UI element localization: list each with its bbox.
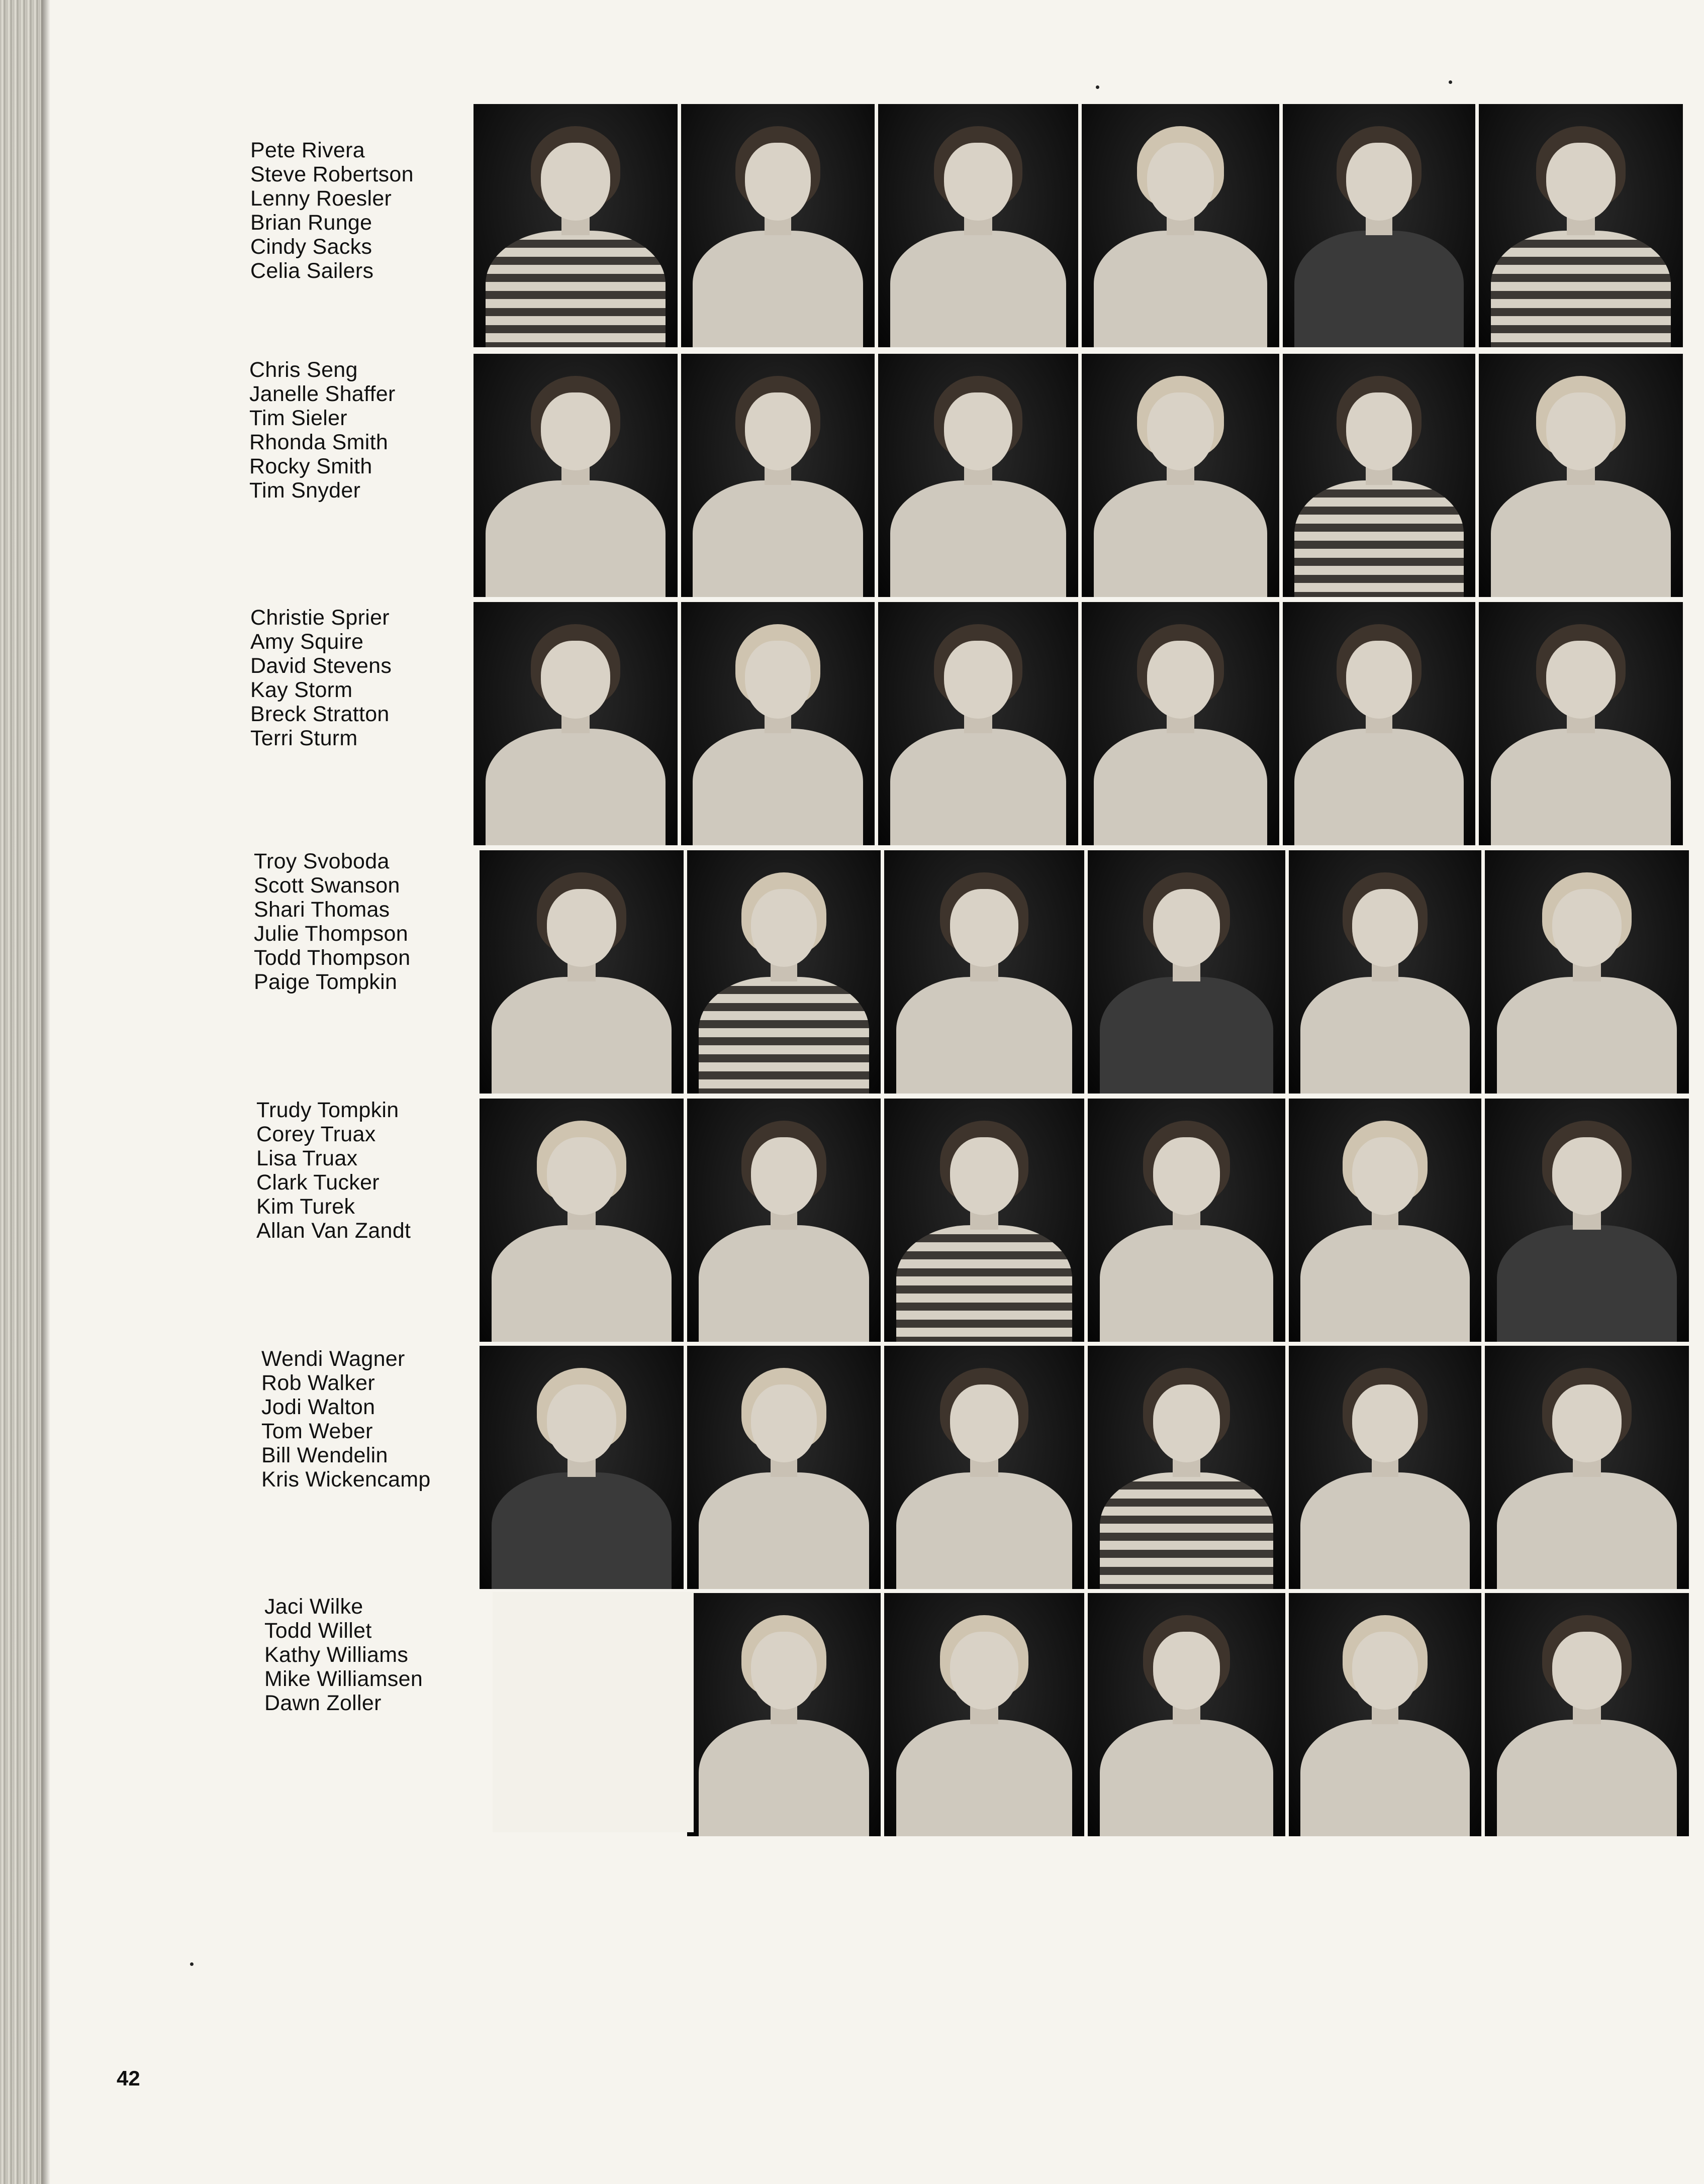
portrait-body bbox=[699, 1720, 869, 1837]
portrait-body bbox=[693, 729, 863, 846]
student-portrait bbox=[686, 1592, 882, 1837]
portrait-face bbox=[745, 392, 811, 470]
portrait-body bbox=[1094, 729, 1268, 846]
student-portrait bbox=[479, 1098, 685, 1343]
student-name: Bill Wendelin bbox=[261, 1443, 388, 1467]
portrait-face bbox=[547, 1384, 616, 1462]
portrait-face bbox=[745, 641, 811, 719]
student-portrait bbox=[686, 849, 882, 1095]
student-portrait bbox=[883, 1345, 1085, 1590]
portrait-face bbox=[745, 143, 811, 221]
portrait-face bbox=[1153, 1632, 1220, 1710]
portrait-body bbox=[1300, 1472, 1470, 1590]
student-name: Lenny Roesler bbox=[250, 186, 392, 211]
student-name: Paige Tompkin bbox=[254, 970, 398, 994]
student-name: Janelle Shaffer bbox=[249, 382, 396, 406]
portrait-body bbox=[1100, 1472, 1274, 1590]
student-name: Corey Truax bbox=[256, 1122, 376, 1146]
name-group bbox=[250, 138, 414, 283]
portrait-body bbox=[896, 977, 1072, 1095]
student-name: David Stevens bbox=[250, 654, 392, 678]
portrait-face bbox=[1552, 1632, 1622, 1710]
student-name: Mike Williamsen bbox=[264, 1667, 423, 1691]
student-name: Celia Sailers bbox=[250, 259, 374, 283]
student-portrait bbox=[877, 601, 1079, 846]
portrait-body bbox=[1497, 1720, 1676, 1837]
portrait-face bbox=[944, 641, 1012, 719]
empty-photo-cell bbox=[493, 1592, 694, 1832]
portrait-face bbox=[541, 143, 610, 221]
student-portrait bbox=[472, 103, 679, 348]
student-portrait bbox=[1282, 601, 1476, 846]
student-name: Shari Thomas bbox=[254, 898, 390, 922]
student-portrait bbox=[883, 1098, 1085, 1343]
portrait-body bbox=[699, 1472, 869, 1590]
portrait-body bbox=[1497, 1225, 1676, 1343]
student-name: Todd Willet bbox=[264, 1619, 372, 1643]
portrait-body bbox=[693, 480, 863, 598]
student-portrait bbox=[1087, 1592, 1286, 1837]
portrait-face bbox=[1546, 143, 1616, 221]
student-name: Amy Squire bbox=[250, 630, 364, 654]
portrait-face bbox=[541, 641, 610, 719]
student-portrait bbox=[680, 601, 876, 846]
portrait-body bbox=[1300, 1720, 1470, 1837]
portrait-body bbox=[492, 977, 671, 1095]
portrait-face bbox=[1352, 1384, 1417, 1462]
portrait-body bbox=[699, 977, 869, 1095]
portrait-face bbox=[1352, 1137, 1417, 1215]
page-number: 42 bbox=[117, 2066, 140, 2090]
portrait-face bbox=[950, 889, 1018, 967]
portrait-face bbox=[1147, 392, 1214, 470]
portrait-face bbox=[751, 1137, 817, 1215]
student-portrait bbox=[1478, 601, 1684, 846]
portrait-body bbox=[1094, 480, 1268, 598]
student-portrait bbox=[1081, 601, 1280, 846]
portrait-body bbox=[1100, 1720, 1274, 1837]
student-name: Pete Rivera bbox=[250, 138, 365, 162]
portrait-face bbox=[1552, 1137, 1622, 1215]
portrait-body bbox=[890, 480, 1066, 598]
portrait-face bbox=[1153, 1137, 1220, 1215]
student-name: Dawn Zoller bbox=[264, 1691, 382, 1715]
portrait-face bbox=[1552, 889, 1622, 967]
portrait-face bbox=[1346, 641, 1411, 719]
student-portrait bbox=[479, 849, 685, 1095]
student-portrait bbox=[1288, 849, 1482, 1095]
portrait-body bbox=[1094, 231, 1268, 348]
student-portrait bbox=[1087, 849, 1286, 1095]
student-name: Breck Stratton bbox=[250, 702, 390, 726]
name-group bbox=[254, 849, 410, 994]
student-portrait bbox=[1282, 353, 1476, 598]
portrait-face bbox=[1546, 641, 1616, 719]
student-name: Todd Thompson bbox=[254, 946, 411, 970]
student-portrait bbox=[1484, 1592, 1690, 1837]
portrait-face bbox=[950, 1384, 1018, 1462]
portrait-face bbox=[1147, 641, 1214, 719]
student-name: Jodi Walton bbox=[261, 1395, 375, 1419]
portrait-body bbox=[896, 1472, 1072, 1590]
student-portrait bbox=[1478, 103, 1684, 348]
portrait-face bbox=[944, 143, 1012, 221]
student-portrait bbox=[1282, 103, 1476, 348]
book-page-edges bbox=[0, 0, 50, 2184]
student-portrait bbox=[1484, 1098, 1690, 1343]
portrait-body bbox=[1100, 977, 1274, 1095]
portrait-body bbox=[896, 1225, 1072, 1343]
portrait-face bbox=[547, 889, 616, 967]
student-portrait bbox=[883, 849, 1085, 1095]
name-group bbox=[256, 1098, 411, 1243]
student-name: Kim Turek bbox=[256, 1195, 355, 1219]
portrait-body bbox=[890, 231, 1066, 348]
student-portrait bbox=[877, 103, 1079, 348]
student-portrait bbox=[1087, 1345, 1286, 1590]
portrait-face bbox=[950, 1632, 1018, 1710]
portrait-body bbox=[1300, 1225, 1470, 1343]
portrait-body bbox=[486, 729, 665, 846]
name-group bbox=[250, 606, 392, 750]
student-name: Brian Runge bbox=[250, 211, 372, 235]
student-portrait bbox=[472, 601, 679, 846]
student-name: Julie Thompson bbox=[254, 922, 408, 946]
portrait-face bbox=[541, 392, 610, 470]
student-portrait bbox=[686, 1345, 882, 1590]
portrait-body bbox=[896, 1720, 1072, 1837]
portrait-face bbox=[950, 1137, 1018, 1215]
portrait-body bbox=[1497, 977, 1676, 1095]
portrait-body bbox=[1300, 977, 1470, 1095]
student-name: Jaci Wilke bbox=[264, 1595, 363, 1619]
portrait-body bbox=[486, 231, 665, 348]
portrait-body bbox=[693, 231, 863, 348]
student-name: Scott Swanson bbox=[254, 873, 400, 898]
student-portrait bbox=[1081, 353, 1280, 598]
student-name: Chris Seng bbox=[249, 358, 358, 382]
student-name: Trudy Tompkin bbox=[256, 1098, 399, 1122]
student-name: Terri Sturm bbox=[250, 726, 358, 750]
student-portrait bbox=[1288, 1098, 1482, 1343]
portrait-face bbox=[751, 1384, 817, 1462]
student-name: Rocky Smith bbox=[249, 454, 372, 478]
portrait-face bbox=[1346, 392, 1411, 470]
portrait-face bbox=[1352, 1632, 1417, 1710]
portrait-face bbox=[944, 392, 1012, 470]
print-speck bbox=[1449, 80, 1452, 84]
portrait-face bbox=[1153, 889, 1220, 967]
student-name: Christie Sprier bbox=[250, 606, 390, 630]
student-name: Lisa Truax bbox=[256, 1146, 358, 1170]
student-name: Troy Svoboda bbox=[254, 849, 390, 873]
portrait-body bbox=[1294, 480, 1464, 598]
student-name: Kathy Williams bbox=[264, 1643, 409, 1667]
portrait-face bbox=[1147, 143, 1214, 221]
student-name: Tom Weber bbox=[261, 1419, 373, 1443]
portrait-body bbox=[1491, 231, 1670, 348]
portrait-body bbox=[699, 1225, 869, 1343]
portrait-body bbox=[492, 1225, 671, 1343]
portrait-face bbox=[1552, 1384, 1622, 1462]
student-portrait bbox=[686, 1098, 882, 1343]
student-name: Wendi Wagner bbox=[261, 1347, 405, 1371]
student-name: Rob Walker bbox=[261, 1371, 375, 1395]
student-portrait bbox=[1081, 103, 1280, 348]
portrait-body bbox=[1491, 480, 1670, 598]
student-name: Tim Snyder bbox=[249, 478, 361, 503]
print-speck bbox=[1096, 85, 1099, 89]
portrait-face bbox=[547, 1137, 616, 1215]
student-name: Kay Storm bbox=[250, 678, 353, 702]
portrait-face bbox=[1546, 392, 1616, 470]
portrait-body bbox=[1491, 729, 1670, 846]
portrait-body bbox=[890, 729, 1066, 846]
portrait-face bbox=[1153, 1384, 1220, 1462]
name-group bbox=[249, 358, 396, 503]
portrait-body bbox=[486, 480, 665, 598]
student-portrait bbox=[1288, 1345, 1482, 1590]
student-name: Tim Sieler bbox=[249, 406, 347, 430]
student-name: Kris Wickencamp bbox=[261, 1467, 431, 1492]
name-group bbox=[261, 1347, 431, 1492]
student-portrait bbox=[877, 353, 1079, 598]
student-portrait bbox=[1087, 1098, 1286, 1343]
student-portrait bbox=[883, 1592, 1085, 1837]
student-portrait bbox=[1288, 1592, 1482, 1837]
portrait-face bbox=[751, 1632, 817, 1710]
print-speck bbox=[190, 1962, 194, 1966]
student-portrait bbox=[1478, 353, 1684, 598]
student-portrait bbox=[1484, 1345, 1690, 1590]
portrait-body bbox=[1294, 231, 1464, 348]
portrait-face bbox=[1352, 889, 1417, 967]
student-name: Rhonda Smith bbox=[249, 430, 389, 454]
student-name: Steve Robertson bbox=[250, 162, 414, 186]
portrait-body bbox=[1100, 1225, 1274, 1343]
portrait-face bbox=[1346, 143, 1411, 221]
portrait-body bbox=[492, 1472, 671, 1590]
student-portrait bbox=[472, 353, 679, 598]
student-portrait bbox=[1484, 849, 1690, 1095]
name-group bbox=[264, 1595, 423, 1715]
student-portrait bbox=[680, 353, 876, 598]
portrait-body bbox=[1294, 729, 1464, 846]
portrait-face bbox=[751, 889, 817, 967]
student-portrait bbox=[479, 1345, 685, 1590]
student-name: Cindy Sacks bbox=[250, 235, 372, 259]
portrait-body bbox=[1497, 1472, 1676, 1590]
student-portrait bbox=[680, 103, 876, 348]
student-name: Clark Tucker bbox=[256, 1170, 380, 1195]
student-name: Allan Van Zandt bbox=[256, 1219, 411, 1243]
